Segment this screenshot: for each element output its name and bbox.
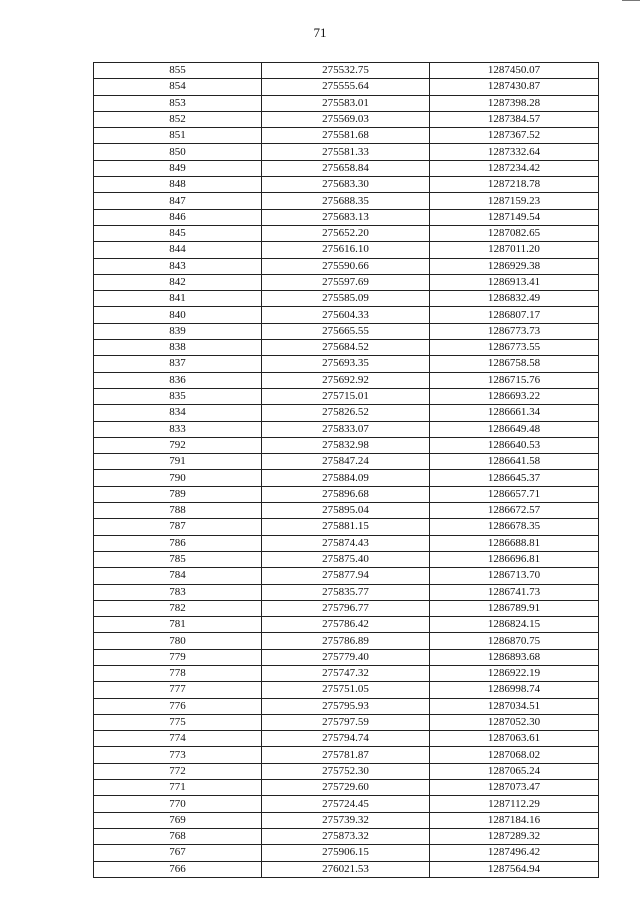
table-row	[94, 780, 599, 796]
x-coordinate-cell: 275906.15	[262, 845, 430, 861]
point-number-cell: 767	[94, 845, 262, 861]
point-number-cell: 849	[94, 160, 262, 176]
y-coordinate-cell: 1286832.49	[430, 291, 599, 307]
y-coordinate-cell: 1287184.16	[430, 812, 599, 828]
x-coordinate-cell: 275616.10	[262, 242, 430, 258]
y-coordinate-cell: 1287068.02	[430, 747, 599, 763]
y-coordinate-cell: 1286773.73	[430, 323, 599, 339]
point-number-cell: 791	[94, 454, 262, 470]
point-number-cell: 840	[94, 307, 262, 323]
x-coordinate-cell: 276021.53	[262, 861, 430, 877]
table-row	[94, 177, 599, 193]
x-coordinate-cell: 275795.93	[262, 698, 430, 714]
y-coordinate-cell: 1286678.35	[430, 519, 599, 535]
x-coordinate-cell: 275794.74	[262, 731, 430, 747]
x-coordinate-cell: 275715.01	[262, 388, 430, 404]
y-coordinate-cell: 1287052.30	[430, 714, 599, 730]
table-row	[94, 682, 599, 698]
x-coordinate-cell: 275881.15	[262, 519, 430, 535]
table-row	[94, 633, 599, 649]
x-coordinate-cell: 275835.77	[262, 584, 430, 600]
point-number-cell: 834	[94, 405, 262, 421]
point-number-cell: 852	[94, 111, 262, 127]
point-number-cell: 772	[94, 763, 262, 779]
y-coordinate-cell: 1287159.23	[430, 193, 599, 209]
x-coordinate-cell: 275532.75	[262, 63, 430, 79]
x-coordinate-cell: 275779.40	[262, 649, 430, 665]
y-coordinate-cell: 1287564.94	[430, 861, 599, 877]
point-number-cell: 769	[94, 812, 262, 828]
table-row	[94, 714, 599, 730]
table-row	[94, 144, 599, 160]
point-number-cell: 845	[94, 225, 262, 241]
y-coordinate-cell: 1286824.15	[430, 617, 599, 633]
x-coordinate-cell: 275874.43	[262, 535, 430, 551]
table-body	[94, 63, 599, 878]
y-coordinate-cell: 1287011.20	[430, 242, 599, 258]
table-row	[94, 584, 599, 600]
x-coordinate-cell: 275751.05	[262, 682, 430, 698]
y-coordinate-cell: 1286741.73	[430, 584, 599, 600]
x-coordinate-cell: 275665.55	[262, 323, 430, 339]
table-row	[94, 698, 599, 714]
y-coordinate-cell: 1286870.75	[430, 633, 599, 649]
x-coordinate-cell: 275752.30	[262, 763, 430, 779]
point-number-cell: 775	[94, 714, 262, 730]
y-coordinate-cell: 1286688.81	[430, 535, 599, 551]
table-row	[94, 128, 599, 144]
table-row	[94, 454, 599, 470]
point-number-cell: 788	[94, 503, 262, 519]
x-coordinate-cell: 275569.03	[262, 111, 430, 127]
y-coordinate-cell: 1287073.47	[430, 780, 599, 796]
x-coordinate-cell: 275826.52	[262, 405, 430, 421]
y-coordinate-cell: 1286641.58	[430, 454, 599, 470]
x-coordinate-cell: 275875.40	[262, 551, 430, 567]
table-row	[94, 307, 599, 323]
x-coordinate-cell: 275688.35	[262, 193, 430, 209]
point-number-cell: 836	[94, 372, 262, 388]
y-coordinate-cell: 1287289.32	[430, 828, 599, 844]
table-row	[94, 486, 599, 502]
y-coordinate-cell: 1286758.58	[430, 356, 599, 372]
table-row	[94, 665, 599, 681]
point-number-cell: 773	[94, 747, 262, 763]
point-number-cell: 851	[94, 128, 262, 144]
table-row	[94, 437, 599, 453]
y-coordinate-cell: 1287063.61	[430, 731, 599, 747]
y-coordinate-cell: 1286998.74	[430, 682, 599, 698]
point-number-cell: 838	[94, 340, 262, 356]
point-number-cell: 776	[94, 698, 262, 714]
x-coordinate-cell: 275896.68	[262, 486, 430, 502]
table-row	[94, 405, 599, 421]
x-coordinate-cell: 275724.45	[262, 796, 430, 812]
table-row	[94, 209, 599, 225]
point-number-cell: 786	[94, 535, 262, 551]
point-number-cell: 766	[94, 861, 262, 877]
x-coordinate-cell: 275683.13	[262, 209, 430, 225]
top-edge-rule	[622, 0, 640, 1]
y-coordinate-cell: 1286657.71	[430, 486, 599, 502]
table-row	[94, 845, 599, 861]
table-row	[94, 340, 599, 356]
y-coordinate-cell: 1286672.57	[430, 503, 599, 519]
table-row	[94, 79, 599, 95]
x-coordinate-cell: 275597.69	[262, 274, 430, 290]
y-coordinate-cell: 1286640.53	[430, 437, 599, 453]
y-coordinate-cell: 1287384.57	[430, 111, 599, 127]
point-number-cell: 780	[94, 633, 262, 649]
y-coordinate-cell: 1287112.29	[430, 796, 599, 812]
x-coordinate-cell: 275692.92	[262, 372, 430, 388]
point-number-cell: 846	[94, 209, 262, 225]
coordinates-table	[93, 62, 599, 878]
table-row	[94, 812, 599, 828]
x-coordinate-cell: 275729.60	[262, 780, 430, 796]
table-row	[94, 519, 599, 535]
x-coordinate-cell: 275832.98	[262, 437, 430, 453]
table-row	[94, 111, 599, 127]
point-number-cell: 785	[94, 551, 262, 567]
table-row	[94, 796, 599, 812]
x-coordinate-cell: 275658.84	[262, 160, 430, 176]
table-row	[94, 600, 599, 616]
y-coordinate-cell: 1286645.37	[430, 470, 599, 486]
y-coordinate-cell: 1286893.68	[430, 649, 599, 665]
table-row	[94, 470, 599, 486]
point-number-cell: 833	[94, 421, 262, 437]
table-row	[94, 160, 599, 176]
x-coordinate-cell: 275683.30	[262, 177, 430, 193]
point-number-cell: 835	[94, 388, 262, 404]
point-number-cell: 841	[94, 291, 262, 307]
table-row	[94, 193, 599, 209]
point-number-cell: 844	[94, 242, 262, 258]
point-number-cell: 781	[94, 617, 262, 633]
x-coordinate-cell: 275590.66	[262, 258, 430, 274]
x-coordinate-cell: 275581.33	[262, 144, 430, 160]
x-coordinate-cell: 275652.20	[262, 225, 430, 241]
table-row	[94, 503, 599, 519]
y-coordinate-cell: 1286696.81	[430, 551, 599, 567]
table-row	[94, 242, 599, 258]
point-number-cell: 783	[94, 584, 262, 600]
point-number-cell: 790	[94, 470, 262, 486]
x-coordinate-cell: 275581.68	[262, 128, 430, 144]
table-row	[94, 356, 599, 372]
x-coordinate-cell: 275585.09	[262, 291, 430, 307]
y-coordinate-cell: 1286715.76	[430, 372, 599, 388]
table-row	[94, 63, 599, 79]
y-coordinate-cell: 1287450.07	[430, 63, 599, 79]
point-number-cell: 778	[94, 665, 262, 681]
y-coordinate-cell: 1286713.70	[430, 568, 599, 584]
point-number-cell: 782	[94, 600, 262, 616]
x-coordinate-cell: 275604.33	[262, 307, 430, 323]
y-coordinate-cell: 1287065.24	[430, 763, 599, 779]
y-coordinate-cell: 1286773.55	[430, 340, 599, 356]
point-number-cell: 843	[94, 258, 262, 274]
point-number-cell: 839	[94, 323, 262, 339]
table-row	[94, 861, 599, 877]
y-coordinate-cell: 1287218.78	[430, 177, 599, 193]
page-number: 71	[313, 25, 327, 40]
table-row	[94, 225, 599, 241]
table-row	[94, 763, 599, 779]
x-coordinate-cell: 275847.24	[262, 454, 430, 470]
y-coordinate-cell: 1286661.34	[430, 405, 599, 421]
point-number-cell: 784	[94, 568, 262, 584]
point-number-cell: 779	[94, 649, 262, 665]
table-row	[94, 323, 599, 339]
x-coordinate-cell: 275797.59	[262, 714, 430, 730]
table-row	[94, 617, 599, 633]
table-row	[94, 274, 599, 290]
x-coordinate-cell: 275555.64	[262, 79, 430, 95]
point-number-cell: 855	[94, 63, 262, 79]
y-coordinate-cell: 1287398.28	[430, 95, 599, 111]
x-coordinate-cell: 275895.04	[262, 503, 430, 519]
table-row	[94, 649, 599, 665]
point-number-cell: 837	[94, 356, 262, 372]
x-coordinate-cell: 275739.32	[262, 812, 430, 828]
x-coordinate-cell: 275884.09	[262, 470, 430, 486]
y-coordinate-cell: 1287496.42	[430, 845, 599, 861]
table-row	[94, 258, 599, 274]
table-row	[94, 551, 599, 567]
table-row	[94, 372, 599, 388]
x-coordinate-cell: 275747.32	[262, 665, 430, 681]
x-coordinate-cell: 275684.52	[262, 340, 430, 356]
point-number-cell: 771	[94, 780, 262, 796]
x-coordinate-cell: 275693.35	[262, 356, 430, 372]
x-coordinate-cell: 275781.87	[262, 747, 430, 763]
y-coordinate-cell: 1287034.51	[430, 698, 599, 714]
point-number-cell: 787	[94, 519, 262, 535]
point-number-cell: 770	[94, 796, 262, 812]
x-coordinate-cell: 275796.77	[262, 600, 430, 616]
x-coordinate-cell: 275833.07	[262, 421, 430, 437]
table-row	[94, 421, 599, 437]
point-number-cell: 853	[94, 95, 262, 111]
point-number-cell: 789	[94, 486, 262, 502]
x-coordinate-cell: 275873.32	[262, 828, 430, 844]
point-number-cell: 774	[94, 731, 262, 747]
table-row	[94, 291, 599, 307]
y-coordinate-cell: 1286922.19	[430, 665, 599, 681]
y-coordinate-cell: 1287332.64	[430, 144, 599, 160]
y-coordinate-cell: 1287430.87	[430, 79, 599, 95]
point-number-cell: 842	[94, 274, 262, 290]
point-number-cell: 854	[94, 79, 262, 95]
x-coordinate-cell: 275583.01	[262, 95, 430, 111]
x-coordinate-cell: 275786.42	[262, 617, 430, 633]
point-number-cell: 768	[94, 828, 262, 844]
point-number-cell: 850	[94, 144, 262, 160]
table-row	[94, 388, 599, 404]
table-row	[94, 95, 599, 111]
y-coordinate-cell: 1287234.42	[430, 160, 599, 176]
y-coordinate-cell: 1287082.65	[430, 225, 599, 241]
table-row	[94, 535, 599, 551]
x-coordinate-cell: 275877.94	[262, 568, 430, 584]
y-coordinate-cell: 1286929.38	[430, 258, 599, 274]
y-coordinate-cell: 1286649.48	[430, 421, 599, 437]
y-coordinate-cell: 1286807.17	[430, 307, 599, 323]
point-number-cell: 848	[94, 177, 262, 193]
y-coordinate-cell: 1286789.91	[430, 600, 599, 616]
table-row	[94, 568, 599, 584]
x-coordinate-cell: 275786.89	[262, 633, 430, 649]
y-coordinate-cell: 1286913.41	[430, 274, 599, 290]
point-number-cell: 847	[94, 193, 262, 209]
y-coordinate-cell: 1287149.54	[430, 209, 599, 225]
point-number-cell: 777	[94, 682, 262, 698]
table-row	[94, 747, 599, 763]
y-coordinate-cell: 1287367.52	[430, 128, 599, 144]
y-coordinate-cell: 1286693.22	[430, 388, 599, 404]
table-row	[94, 731, 599, 747]
point-number-cell: 792	[94, 437, 262, 453]
table-row	[94, 828, 599, 844]
